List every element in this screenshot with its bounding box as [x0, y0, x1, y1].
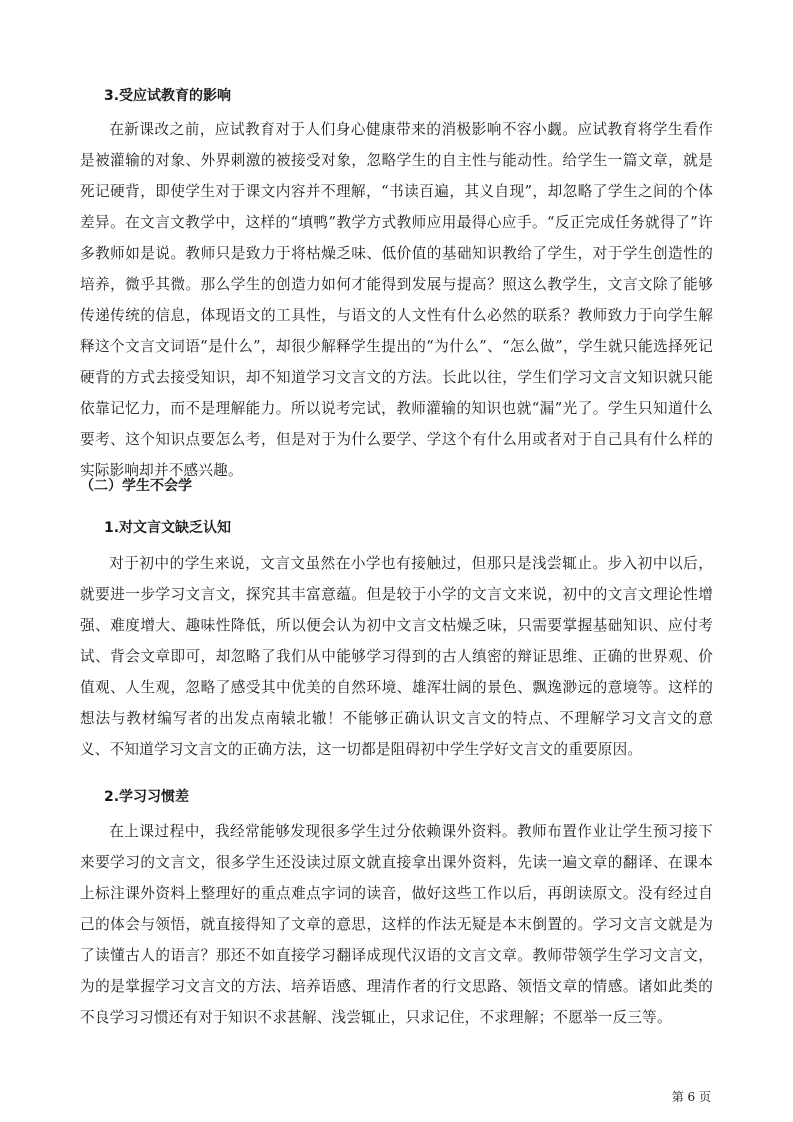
page-number: 第 6 页 [671, 1090, 711, 1104]
paragraph-exam-education: 在新课改之前，应试教育对于人们身心健康带来的消极影响不容小觑。应试教育将学生看作是被灌输的对象、外界刺激的被接受对象，忽略学生的自主性与能动性。给学生一篇文章，就是死记硬背，即使学生对于课文内容并不理解，“书读百遍，其义自现”，却忽略了学生之间的个体差异。在文言文教学中，这样的“填鸭”教学方式教师应用最得心应手。“反正完成任务就得了”许多教师如是说。教师只是致力于将枯燥乏味、低价值的基础知识教给了学生，对于学生创造性的培养，微乎其微。那么学生的创造力如何才能得到发展与提高？照这么教学生，文言文除了能够传递传统的信息，体现语文的工具性，与语文的人文性有什么必然的联系？教师致力于向学生解释这个文言文词语“是什么”，却很少解释学生提出的“为什么”、“怎么做”，学生就只能选择死记硬背的方式去接受知识，却不知道学习文言文的方法。长此以往，学生们学习文言文知识就只能依靠记忆力，而不是理解能力。所以说考完试，教师灌输的知识也就“漏”光了。学生只知道什么要考、这个知识点要怎么考，但是对于为什么要学、学这个有什么用或者对于自己具有什么样的实际影响却并不感兴趣。 [80, 121, 713, 479]
section-heading-students-cannot-learn: （二）学生不会学 [80, 478, 192, 494]
section-heading-lack-of-cognition: 1.对文言文缺乏认知 [104, 520, 232, 536]
section-heading-exam-education: 3.受应试教育的影响 [104, 88, 232, 104]
paragraph-poor-study-habits: 在上课过程中，我经常能够发现很多学生过分依赖课外资料。教师布置作业让学生预习接下来要学习的文言文，很多学生还没读过原文就直接拿出课外资料，先读一遍文章的翻译、在课本上标注课外资料上整理好的重点难点字词的读音，做好这些工作以后，再朗读原文。没有经过自己的体会与领悟，就直接得知了文章的意思，这样的作法无疑是本末倒置的。学习文言文就是为了读懂古人的语言？那还不如直接学习翻译成现代汉语的文言文章。教师带领学生学习文言文，为的是掌握学习文言文的方法、培养语感、理清作者的行文思路、领悟文章的情感。诸如此类的不良学习习惯还有对于知识不求甚解、浅尝辄止，只求记住，不求理解；不愿举一反三等。 [80, 823, 713, 1026]
paragraph-lack-of-cognition: 对于初中的学生来说，文言文虽然在小学也有接触过，但那只是浅尝辄止。步入初中以后，就要进一步学习文言文，探究其丰富意蕴。但是较于小学的文言文来说，初中的文言文理论性增强、难度增大、趣味性降低，所以便会认为初中文言文枯燥乏味，只需要掌握基础知识、应付考试、背会文章即可，却忽略了我们从中能够学习得到的古人缜密的辩证思维、正确的世界观、价值观、人生观，忽略了感受其中优美的自然环境、雄浑壮阔的景色、飘逸渺远的意境等。这样的想法与教材编写者的出发点南辕北辙！不能够正确认识文言文的特点、不理解学习文言文的意义、不知道学习文言文的正确方法，这一切都是阻碍初中学生学好文言文的重要原因。 [80, 555, 713, 758]
section-heading-poor-study-habits: 2.学习习惯差 [104, 789, 190, 805]
